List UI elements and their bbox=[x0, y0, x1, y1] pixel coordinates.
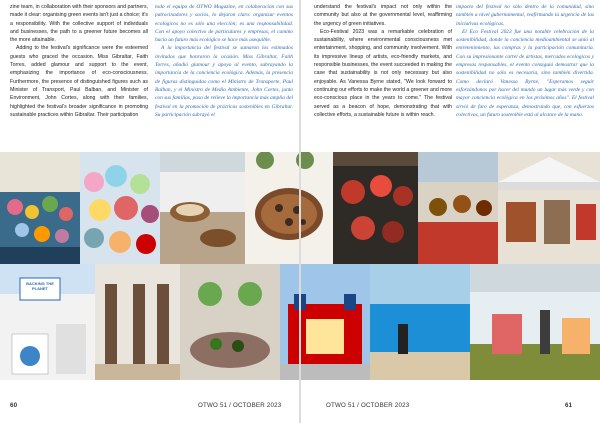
backing-planet-sign: BACKING THE PLANET bbox=[26, 281, 54, 291]
running-footer: OTWO 51 / OCTOBER 2023 bbox=[326, 402, 410, 409]
photo-wooden-plates-image bbox=[160, 152, 245, 264]
left-spanish-column bbox=[155, 3, 293, 148]
photo-swimming-pool-image bbox=[370, 264, 470, 380]
right-spanish-column bbox=[456, 3, 594, 148]
paragraph: todo el equipo de OTWO Magazine, en colaboración con sus patrocinadores y socios, lo dejaron claro: organizar eventos ecológicos no es sólo una elección; es una responsabilidad. Con el apoyo colectivo de particulares y empresas, el camino hacia un futuro más ecológico se hace más asequible. bbox=[155, 4, 293, 44]
paragraph: Adding to the festival's significance were the esteemed guests who graced the occasion. Miss Gibraltar, Faith Torres, added glamour and support to the event, emphasizing the importance of eco-consciousness. Furthermore, the presence of distinguished figures such as Minister of Transport, Paul Balban, and Minister of Environment, John Cortes, along with their families, highlighted the festival's broader significance in promoting sustainable practices within Gibraltar. Their participation bbox=[10, 45, 148, 118]
paragraph: Eco-Festival 2023 was a remarkable celebration of sustainability, where environmental consciousness met entertainment, shopping, and community involvement. With its impressive lineup of artists, eco-friendly markets, and responsible businesses, the event succeeded in making the case that sustainability is not only necessary but also enjoyable. As Vanessa Byrne stated, "We look forward to continuing our efforts to make the world a greener and more eco-conscious place in the years to come." The festival served as a beacon of hope, demonstrating that with collective efforts, a sustainable future is within reach. bbox=[314, 28, 452, 118]
photo-backing-planet-booth bbox=[0, 264, 95, 380]
photo-wooden-plates bbox=[160, 152, 245, 264]
paragraph: impacto del festival no sólo dentro de la comunidad, sino también a nivel gubernamental, reafirmando la urgencia de las iniciativas ecológicas. bbox=[456, 4, 594, 27]
paragraph: zine team, in collaboration with their sponsors and partners, made it clear: organising green events isn't just a choice; it's a responsibility. With the collective support of individuals and businesses, the path to a greener future becomes all the more attainable. bbox=[10, 4, 148, 44]
right-english-column bbox=[314, 3, 452, 148]
photo-felt-stall bbox=[0, 152, 80, 264]
photo-outdoor-market-image bbox=[470, 264, 600, 380]
photo-decorated-platter bbox=[245, 152, 333, 264]
photo-hallway-display-image bbox=[95, 264, 180, 380]
photo-decorated-platter-image bbox=[245, 152, 333, 264]
photo-swimming-pool bbox=[370, 264, 470, 380]
running-footer: OTWO 51 / OCTOBER 2023 bbox=[198, 402, 282, 409]
photo-plant-display-image bbox=[180, 264, 280, 380]
paragraph: A la importancia del festival se sumaron los estimados invitados que honraron la ocasión. Miss Gibraltar, Faith Torres, añadió glamour y apoyo al evento, subrayando la importancia de la conciencia ecológica. Además, la presencia de figuras distinguidas como el Ministro de Transporte, Paul Balban, y el Ministro de Medio Ambiente, John Cortes, junto con sus familias, puso de relieve la importancia más amplia del festival en la promoción de prácticas sostenibles en Gibraltar. Su participación subrayó el bbox=[155, 45, 293, 118]
photo-colorful-toys-image bbox=[80, 152, 160, 264]
photo-red-pottery-image bbox=[333, 152, 418, 264]
paragraph: El Eco Festival 2023 fue una notable celebración de la sostenibilidad, donde la conciencia medioambiental se unió al entretenimiento, las compras y la participación comunitaria. Con su impresionante cartel de artistas, mercados ecológicos y empresas responsables, el evento consiguió demostrar que la sostenibilidad no sólo es necesaria, sino también divertida. Como declaró Vanessa Byrne, "Esperamos seguir esforzándonos por hacer del mundo un lugar más verde y con mayor conciencia ecológica en los próximos años". El festival sirvió de faro de esperanza, demostrando que, con esfuerzos colectivos, un futuro sostenible está al alcance de la mano. bbox=[456, 28, 594, 118]
page-number: 61 bbox=[565, 402, 573, 409]
photo-market-gazebo bbox=[498, 152, 600, 264]
photo-market-gazebo-image bbox=[498, 152, 600, 264]
photo-plant-display bbox=[180, 264, 280, 380]
photo-red-pottery bbox=[333, 152, 418, 264]
photo-hallway-display bbox=[95, 264, 180, 380]
page-number: 60 bbox=[10, 402, 18, 409]
photo-felt-stall-image bbox=[0, 152, 80, 264]
page-gutter bbox=[299, 0, 301, 423]
photo-colorful-toys bbox=[80, 152, 160, 264]
photo-pottery-stall bbox=[418, 152, 498, 264]
paragraph: understand the festival's impact not only within the community but also at the governmental level, reaffirming the urgency of green initiatives. bbox=[314, 4, 452, 27]
photo-bouncy-castle-image bbox=[280, 264, 370, 380]
photo-outdoor-market bbox=[470, 264, 600, 380]
photo-pottery-stall-image bbox=[418, 152, 498, 264]
left-english-column bbox=[10, 3, 148, 148]
photo-bouncy-castle bbox=[280, 264, 370, 380]
